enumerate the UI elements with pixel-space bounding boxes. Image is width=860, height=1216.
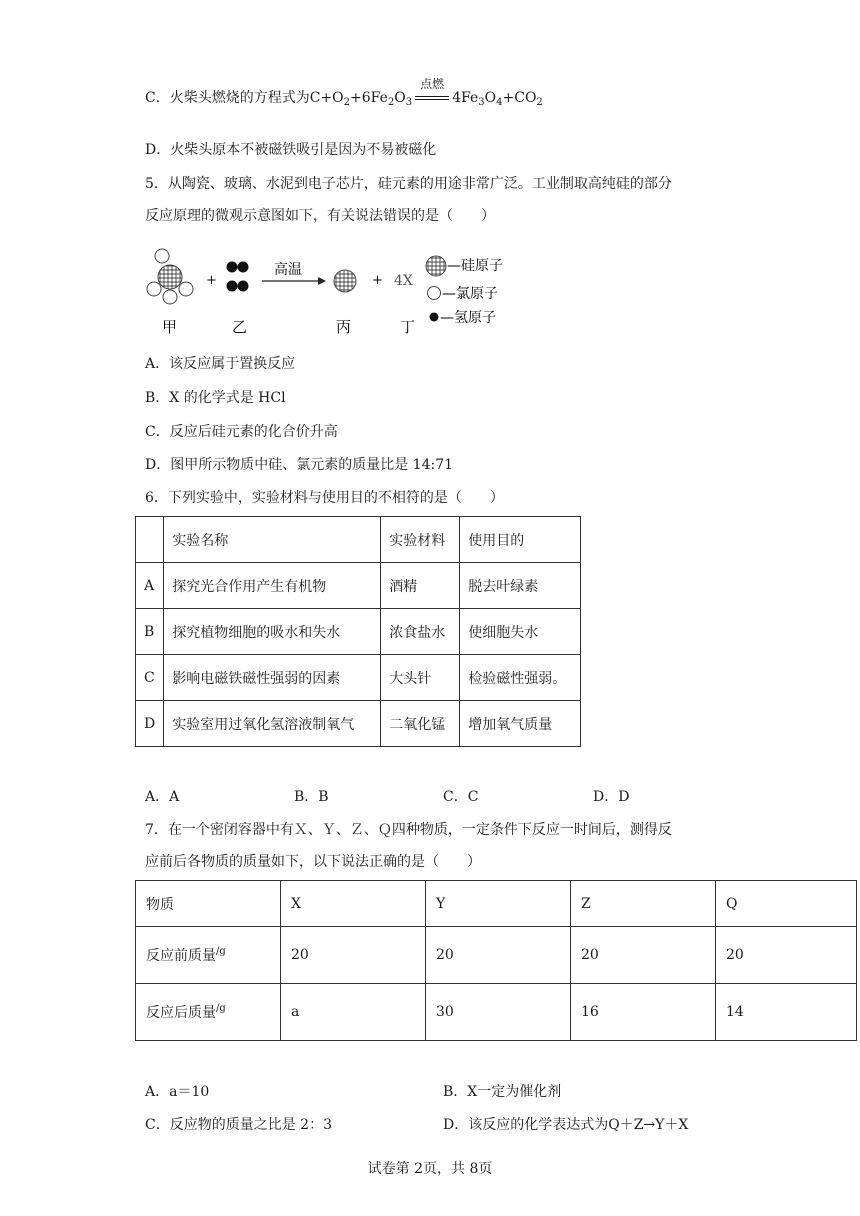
q7-stem-line2: 应前后各物质的质量如下，以下说法正确的是（ ）	[145, 854, 481, 870]
q7-option-b: B．X一定为催化剂	[443, 1084, 562, 1100]
reaction-arrow	[262, 277, 326, 285]
q7-stem-line1: 7．在一个密闭容器中有Ｘ、Ｙ、Ｚ、Ｑ四种物质，一定条件下反应一时间后，测得反	[145, 822, 672, 838]
coefficient-4x: 4X	[394, 273, 413, 289]
q7-table	[135, 880, 857, 1041]
table-row: A 探究光合作用产生有机物 酒精 脱去叶绿素	[136, 563, 581, 609]
molecule-jia	[147, 249, 193, 304]
page-footer: 试卷第 2页，共 8页	[367, 1161, 493, 1177]
reaction-condition-equals: 点燃	[415, 91, 449, 105]
q6-stem: 6．下列实验中，实验材料与使用目的不相符的是（ ）	[145, 490, 504, 506]
molecule-yi	[227, 262, 249, 292]
table-row: 反应后质量$^{/g}$ a 30 16 14	[136, 984, 857, 1041]
q5-option-a: A．该反应属于置换反应	[145, 356, 296, 372]
legend-h-icon	[430, 313, 439, 322]
legend-si-label: 硅原子	[461, 258, 503, 274]
svg-text:—氢原子: —氢原子	[440, 310, 496, 326]
diagram-legend	[426, 256, 503, 326]
q5-stem-line1: 5．从陶瓷、玻璃、水泥到电子芯片，硅元素的用途非常广泛。工业制取高纯硅的部分	[145, 176, 672, 192]
arrow-condition: 高温	[274, 262, 302, 278]
table-header-row: 实验名称 实验材料 使用目的	[136, 517, 581, 563]
q5-option-d: D．图甲所示物质中硅、氯元素的质量比是 14:71	[145, 457, 454, 473]
plus-sign-2: +	[372, 273, 383, 288]
svg-text:—氯原子: —氯原子	[442, 286, 498, 302]
plus-sign-1: +	[206, 273, 217, 288]
legend-cl-label: 氯原子	[456, 286, 498, 302]
legend-cl-icon	[428, 287, 441, 300]
q5-option-b: B．X 的化学式是 HCl	[145, 390, 286, 406]
label-ding: 丁	[400, 318, 416, 336]
q4-option-c: C．火柴头燃烧的方程式为$C+O_2+6Fe_2O_3$ 点燃 $4Fe_3O_4+CO_2$	[145, 77, 543, 108]
legend-h-label: 氢原子	[454, 310, 496, 326]
q5-stem-line2: 反应原理的微观示意图如下，有关说法错误的是（ ）	[145, 208, 495, 224]
q7-option-c: C．反应物的质量之比是 2：3	[145, 1117, 332, 1133]
q6-option-a: A．A	[145, 789, 180, 805]
q7-option-d: D．该反应的化学表达式为Q＋Z→Y＋X	[443, 1117, 689, 1133]
reaction-diagram	[138, 244, 538, 340]
legend-si-icon	[426, 256, 446, 276]
molecule-bing	[334, 270, 356, 292]
table-row: D 实验室用过氧化氢溶液制氧气 二氧化锰 增加氧气质量	[136, 701, 581, 747]
q6-option-c: C．C	[443, 789, 479, 805]
table-header-row: 物质 X Y Z Q	[136, 881, 857, 927]
label-bing: 丙	[336, 318, 352, 336]
q5-option-c: C．反应后硅元素的化合价升高	[145, 424, 338, 440]
label-jia: 甲	[162, 318, 178, 336]
q6-option-b: B．B	[294, 789, 329, 805]
q7-option-a: A．a＝10	[145, 1084, 210, 1100]
table-row: C 影响电磁铁磁性强弱的因素 大头针 检验磁性强弱。	[136, 655, 581, 701]
q6-table	[135, 516, 581, 747]
q6-option-d: D．D	[593, 789, 630, 805]
svg-text:—硅原子: —硅原子	[447, 258, 503, 274]
label-yi: 乙	[232, 318, 248, 336]
q4-option-d: D．火柴头原本不被磁铁吸引是因为不易被磁化	[145, 142, 437, 158]
table-row: B 探究植物细胞的吸水和失水 浓食盐水 使细胞失水	[136, 609, 581, 655]
table-row: 反应前质量$^{/g}$ 20 20 20 20	[136, 927, 857, 984]
